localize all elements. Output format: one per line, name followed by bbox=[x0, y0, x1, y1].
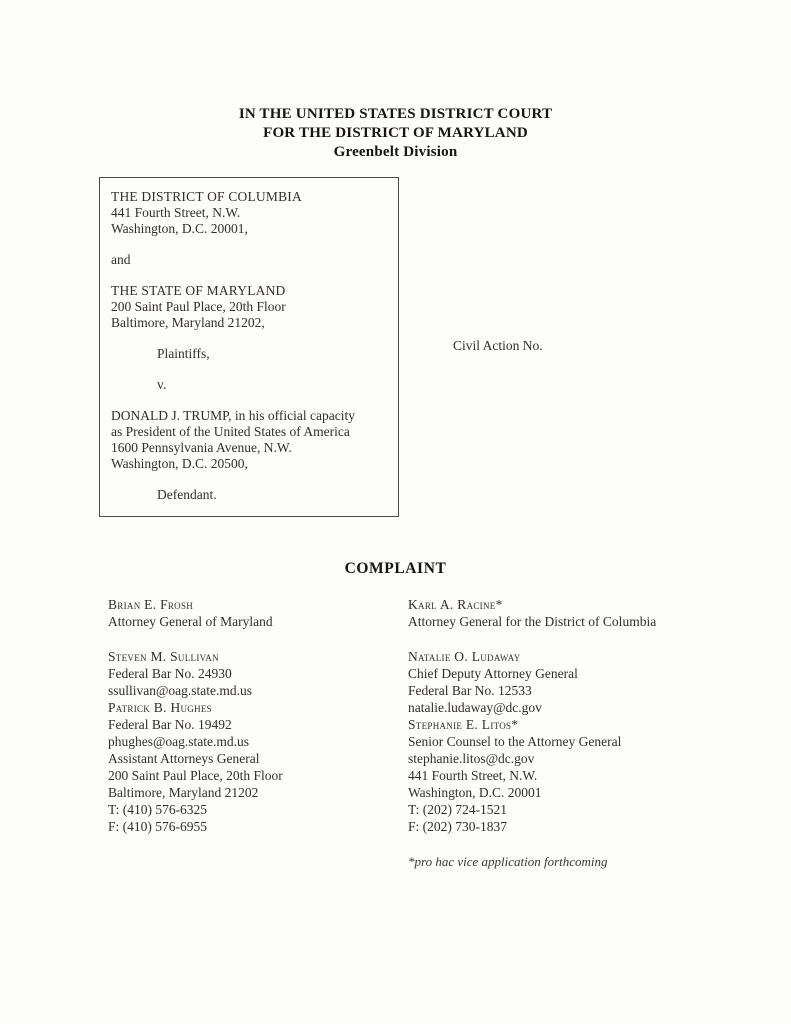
office-address-line-1: 441 Fourth Street, N.W. bbox=[408, 768, 538, 783]
defendant-block bbox=[111, 408, 394, 472]
plaintiff-1-address-line-2: Washington, D.C. 20001, bbox=[111, 221, 248, 236]
attorney-role: Assistant Attorneys General bbox=[108, 751, 260, 766]
complaint-title: COMPLAINT bbox=[344, 560, 447, 577]
office-address-line-2: Baltimore, Maryland 21202 bbox=[108, 785, 259, 800]
defendant-designation: Defendant. bbox=[157, 487, 217, 502]
attorney-email: phughes@oag.state.md.us bbox=[108, 734, 250, 749]
attorney-title: Attorney General of Maryland bbox=[108, 614, 273, 629]
case-caption-box bbox=[99, 177, 399, 517]
attorney-email: natalie.ludaway@dc.gov bbox=[408, 700, 542, 715]
office-fax: F: (202) 730-1837 bbox=[408, 819, 507, 834]
office-phone: T: (410) 576-6325 bbox=[108, 802, 208, 817]
civil-action-number-label: Civil Action No. bbox=[453, 338, 543, 353]
attorney-name: Patrick B. Hughes bbox=[108, 700, 212, 715]
attorney-bar-number: Federal Bar No. 19492 bbox=[108, 717, 232, 732]
plaintiff-1-block bbox=[111, 189, 394, 237]
plaintiff-2-block bbox=[111, 283, 394, 331]
maryland-counsel-details-block bbox=[108, 648, 420, 835]
pro-hac-vice-footnote: *pro hac vice application forthcoming bbox=[408, 854, 608, 869]
attorney-bar-number: Federal Bar No. 24930 bbox=[108, 666, 232, 681]
attorney-role: Chief Deputy Attorney General bbox=[408, 666, 578, 681]
plaintiff-2-address-line-2: Baltimore, Maryland 21202, bbox=[111, 315, 265, 330]
counsel-column-maryland bbox=[108, 596, 420, 835]
attorney-name: Steven M. Sullivan bbox=[108, 649, 219, 664]
court-name-line-1: IN THE UNITED STATES DISTRICT COURT bbox=[238, 106, 553, 122]
court-header bbox=[0, 105, 791, 162]
office-address-line-2: Washington, D.C. 20001 bbox=[408, 785, 542, 800]
office-address-line-1: 200 Saint Paul Place, 20th Floor bbox=[108, 768, 283, 783]
defendant-line-2: as President of the United States of America bbox=[111, 424, 350, 439]
attorney-name: Brian E. Frosh bbox=[108, 597, 194, 612]
plaintiffs-designation: Plaintiffs, bbox=[157, 346, 210, 361]
plaintiff-1-address-line-1: 441 Fourth Street, N.W. bbox=[111, 205, 241, 220]
attorney-email: ssullivan@oag.state.md.us bbox=[108, 683, 253, 698]
defendant-line-1: DONALD J. TRUMP, in his official capacity bbox=[111, 408, 355, 423]
maryland-attorney-general-block bbox=[108, 596, 420, 630]
defendant-line-4: Washington, D.C. 20500, bbox=[111, 456, 248, 471]
court-division: Greenbelt Division bbox=[333, 144, 458, 160]
court-name-line-2: FOR THE DISTRICT OF MARYLAND bbox=[263, 125, 528, 141]
counsel-column-district-of-columbia bbox=[408, 596, 720, 870]
defendant-line-3: 1600 Pennsylvania Avenue, N.W. bbox=[111, 440, 292, 455]
attorney-title: Attorney General for the District of Columbia bbox=[408, 614, 657, 629]
plaintiff-2-name: THE STATE OF MARYLAND bbox=[111, 283, 286, 298]
attorney-bar-number: Federal Bar No. 12533 bbox=[408, 683, 532, 698]
plaintiff-1-name: THE DISTRICT OF COLUMBIA bbox=[111, 189, 302, 204]
versus-label: v. bbox=[157, 377, 167, 392]
plaintiff-2-address-line-1: 200 Saint Paul Place, 20th Floor bbox=[111, 299, 286, 314]
caption-conjunction: and bbox=[111, 252, 131, 267]
dc-counsel-details-block bbox=[408, 648, 720, 835]
office-fax: F: (410) 576-6955 bbox=[108, 819, 207, 834]
attorney-name: Karl A. Racine* bbox=[408, 597, 503, 612]
attorney-name: Natalie O. Ludaway bbox=[408, 649, 521, 664]
attorney-role: Senior Counsel to the Attorney General bbox=[408, 734, 622, 749]
dc-attorney-general-block bbox=[408, 596, 720, 630]
attorney-email: stephanie.litos@dc.gov bbox=[408, 751, 535, 766]
attorney-name: Stephanie E. Litos* bbox=[408, 717, 519, 732]
office-phone: T: (202) 724-1521 bbox=[408, 802, 508, 817]
